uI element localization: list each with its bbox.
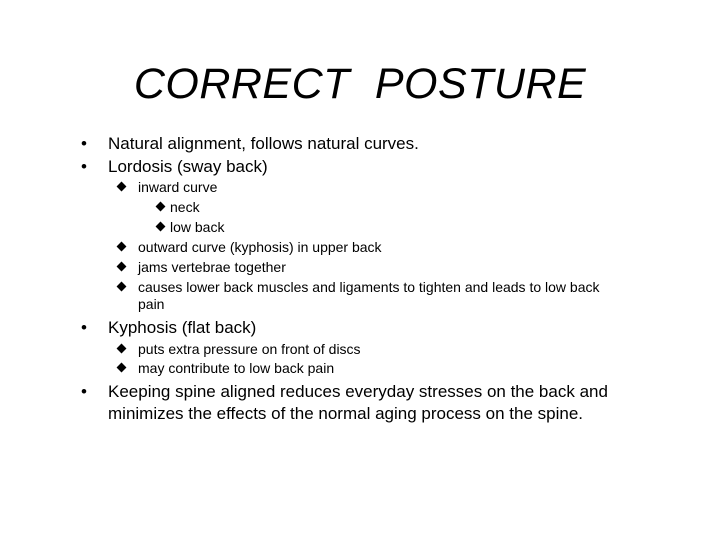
bullet-icon: • [81,318,87,337]
diamond-bullet-icon [117,282,127,292]
bullet-item [81,381,633,425]
sub-bullet-text: outward curve (kyphosis) in upper back [138,239,382,255]
diamond-bullet-icon [117,242,127,252]
bullet-icon: • [81,134,87,153]
sub-bullet-item [138,279,618,313]
diamond-bullet-icon [117,344,127,354]
bullet-text: Lordosis (sway back) [108,157,268,176]
diamond-bullet-icon [156,202,166,212]
sub-bullet-item [138,179,618,196]
sub-sub-bullet-item [170,219,570,236]
sub-bullet-item [138,259,618,276]
diamond-bullet-icon [117,363,127,373]
diamond-bullet-icon [117,262,127,272]
sub-bullet-text: causes lower back muscles and ligaments to tighten and leads to low back pain [138,279,600,312]
bullet-text: Keeping spine aligned reduces everyday stresses on the back and minimizes the effects of the normal aging process on the spine. [108,382,608,423]
diamond-bullet-icon [156,222,166,232]
bullet-text: Kyphosis (flat back) [108,318,257,337]
slide-title: CORRECT POSTURE [133,60,587,108]
sub-sub-bullet-item [170,199,570,216]
sub-bullet-text: jams vertebrae together [138,259,286,275]
bullet-item [81,133,648,155]
sub-bullet-text: inward curve [138,179,218,195]
sub-sub-bullet-text: neck [170,199,200,215]
bullet-text: Natural alignment, follows natural curves. [108,134,419,153]
sub-bullet-item [138,239,618,256]
sub-bullet-text: puts extra pressure on front of discs [138,341,361,357]
sub-bullet-item [138,341,618,358]
sub-bullet-item [138,360,618,377]
bullet-icon: • [81,157,87,176]
bullet-item [81,156,648,178]
sub-bullet-text: may contribute to low back pain [138,360,335,376]
sub-sub-bullet-text: low back [170,219,225,235]
bullet-item [81,317,648,339]
bullet-icon: • [81,382,87,401]
diamond-bullet-icon [117,182,127,192]
